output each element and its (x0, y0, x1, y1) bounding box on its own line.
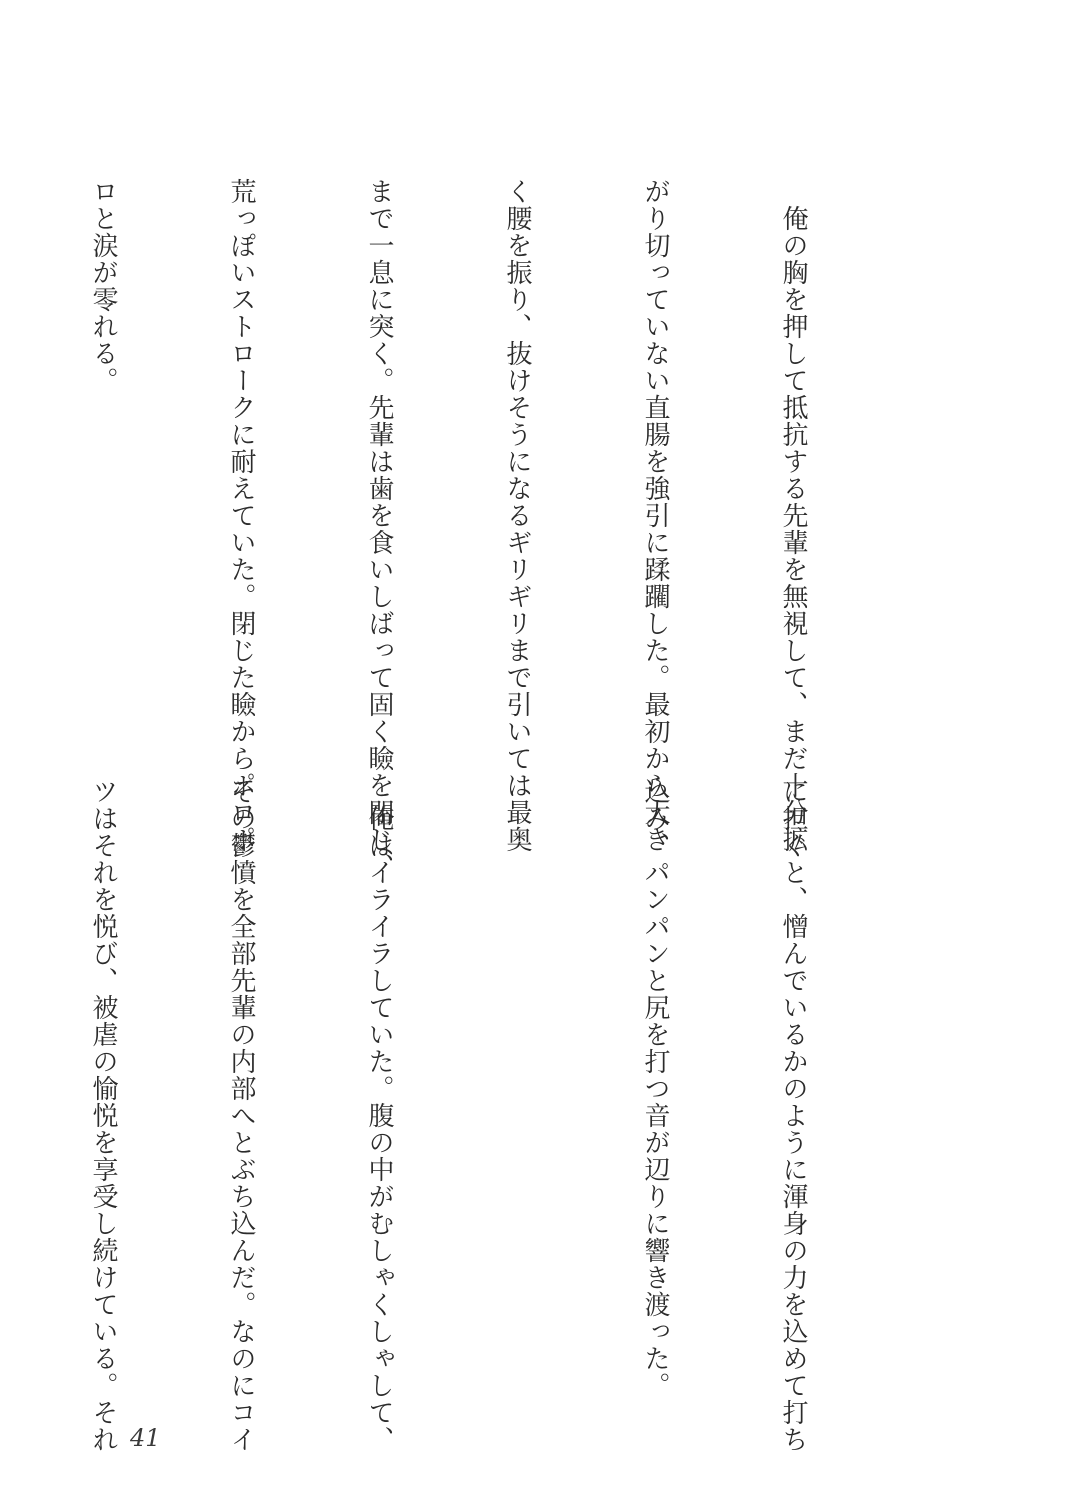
text-line: ロと涙が零れる。 (88, 178, 118, 394)
text-line: がり切っていない直腸を強引に蹂躙した。最初から大き (640, 178, 670, 853)
text-line: 俺の胸を押して抵抗する先輩を無視して、まだ十分拡 (778, 178, 808, 853)
text-line: 荒っぽいストロークに耐えていた。閉じた瞼からポロポ (226, 178, 256, 853)
text-block-upper (0, 178, 908, 880)
text-line: ツはそれを悦び、被虐の愉悦を享受し続けている。それ (88, 778, 118, 1453)
text-line: その鬱憤を全部先輩の内部へとぶち込んだ。なのにコイ (226, 778, 256, 1453)
text-line: 込み、パンパンと尻を打つ音が辺りに響き渡った。 (640, 778, 670, 1399)
page-number: 41 (130, 1424, 161, 1452)
text-line (494, 778, 540, 1298)
text-line: 俺はイライラしていた。腹の中がむしゃくしゃして、 (364, 778, 394, 1453)
text-line: く腰を振り、抜けそうになるギリギリまで引いては最奥 (502, 178, 532, 853)
text-line: に担ぐと、憎んでいるかのように渾身の力を込めて打ち (778, 778, 808, 1453)
text-line: まで一息に突く。先輩は歯を食いしばって固く瞼を閉じ、 (364, 178, 394, 880)
